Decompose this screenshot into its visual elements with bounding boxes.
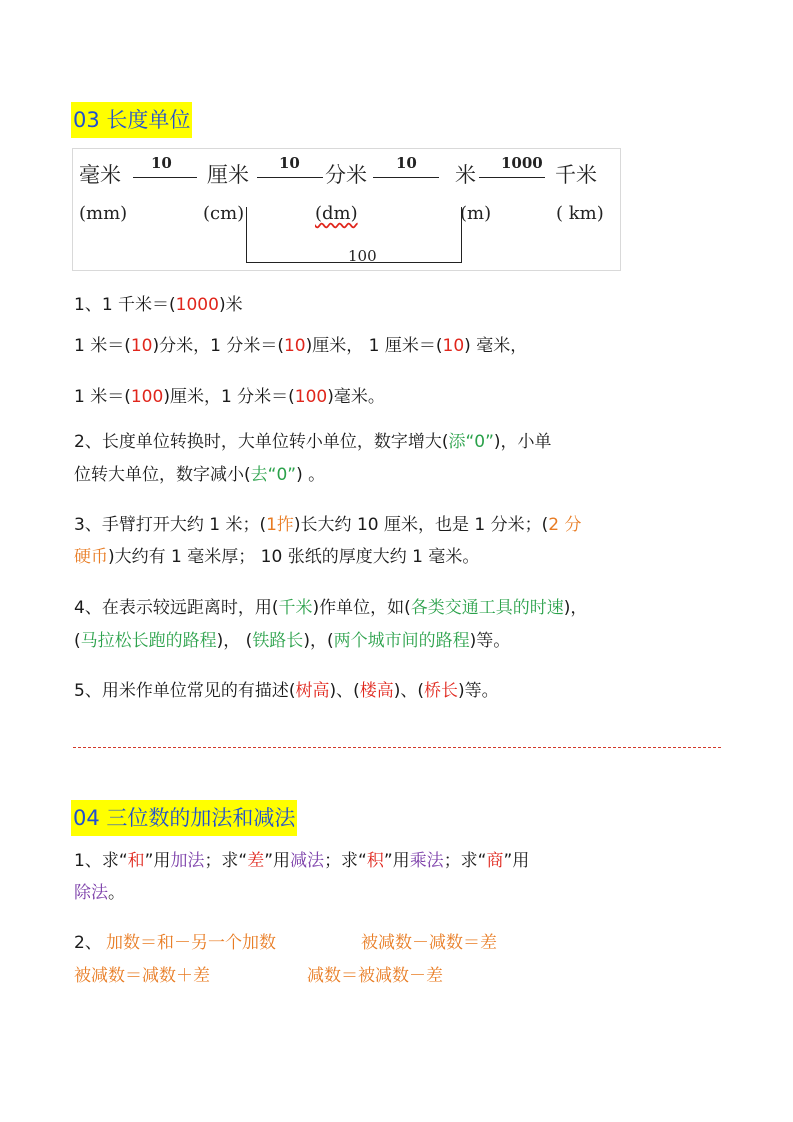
item4-line2: (马拉松长跑的路程)， (铁路长)，(两个城市间的路程)等。	[74, 631, 511, 651]
formula-difference: 被减数－减数＝差	[361, 933, 497, 953]
section-heading-03: 03 长度单位	[71, 102, 192, 138]
rate-line-4	[479, 177, 545, 178]
bracket-label: 100	[348, 247, 377, 265]
abbrev-dm: (dm)	[315, 203, 358, 224]
item5-line: 5、用米作单位常见的有描述(树高)、(楼高)、(桥长)等。	[74, 681, 499, 701]
item2-line1: 2、长度单位转换时，大单位转小单位，数字增大(添“0”)，小单	[74, 432, 552, 452]
item2-line2: 位转大单位，数字减小(去“0”) 。	[74, 465, 326, 485]
abbrev-km: ( km)	[556, 203, 604, 224]
abbrev-cm: (cm)	[203, 203, 245, 224]
rate-cm-dm: 10	[279, 154, 300, 172]
s04-item1-line2: 除法。	[74, 883, 125, 903]
item1-line2: 1 米＝(10)分米，1 分米＝(10)厘米， 1 厘米＝(10) 毫米，	[74, 336, 528, 356]
s04-item2-prefix: 2、	[74, 933, 102, 953]
section-heading-04: 04 三位数的加法和减法	[71, 800, 297, 836]
rate-dm-m: 10	[396, 154, 417, 172]
item4-line1: 4、在表示较远距离时，用(千米)作单位，如(各类交通工具的时速)，	[74, 598, 588, 618]
rate-line-2	[257, 177, 323, 178]
section-divider	[73, 747, 721, 748]
item1-line1: 1、1 千米＝(1000)米	[74, 295, 243, 315]
length-unit-diagram	[72, 148, 621, 271]
rate-line-3	[373, 177, 439, 178]
unit-dm: 分米	[325, 163, 367, 187]
unit-m: 米	[455, 163, 476, 187]
rate-mm-cm: 10	[151, 154, 172, 172]
abbrev-mm: (mm)	[79, 203, 128, 224]
item3-line2: 硬币)大约有 1 毫米厚； 10 张纸的厚度大约 1 毫米。	[74, 547, 480, 567]
formula-subtrahend: 减数＝被减数－差	[307, 966, 443, 986]
formula-minuend: 被减数＝减数＋差	[74, 966, 210, 986]
unit-km: 千米	[555, 163, 597, 187]
unit-cm: 厘米	[207, 163, 249, 187]
item1-line3: 1 米＝(100)厘米，1 分米＝(100)毫米。	[74, 387, 385, 407]
item3-line1: 3、手臂打开大约 1 米；(1拃)长大约 10 厘米，也是 1 分米；(2 分	[74, 515, 582, 535]
rate-m-km: 1000	[501, 154, 543, 172]
unit-mm: 毫米	[79, 163, 121, 187]
s04-item1-line1: 1、求“和”用加法；求“差”用减法；求“积”用乘法；求“商”用	[74, 851, 530, 871]
abbrev-m: (m)	[460, 203, 492, 224]
formula-addend: 加数＝和－另一个加数	[106, 933, 276, 953]
rate-line-1	[133, 177, 197, 178]
